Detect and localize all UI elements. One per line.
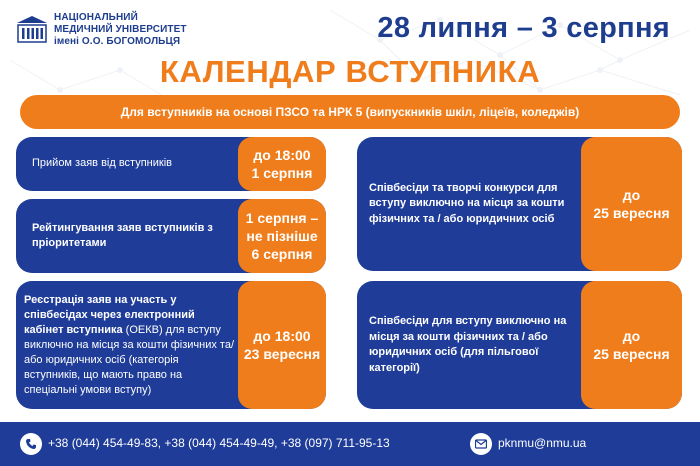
card-text: Співбесіди та творчі конкурси для вступу виключно на місця за кошти фізичних та / або юридичних осіб [369, 181, 565, 225]
logo-emblem-icon [16, 15, 48, 45]
mail-icon [470, 433, 492, 455]
email-link[interactable]: pknmu@nmu.ua [498, 436, 587, 450]
card-application-intake [16, 137, 326, 191]
university-logo [16, 12, 187, 48]
card-text: Співбесіди для вступу виключно на місця за кошти фізичних та / або юридичних осіб (для пільгової категорії) [369, 315, 567, 374]
card-deadline: до 25 вересня [581, 281, 682, 409]
card-interview-registration [16, 281, 326, 409]
contact-footer [0, 422, 700, 466]
card-text: Прийом заяв від вступників [32, 157, 172, 170]
card-deadline: до 18:00 23 вересня [238, 281, 326, 409]
card-deadline: до 18:00 1 серпня [238, 137, 326, 191]
logo-text [54, 12, 187, 48]
card-interviews-preferential [357, 281, 682, 409]
page-title: КАЛЕНДАР ВСТУПНИКА [159, 54, 541, 89]
card-deadline: до 25 вересня [581, 137, 682, 271]
phone-numbers-link[interactable]: +38 (044) 454-49-83, +38 (044) 454-49-49, +38 (097) 711-95-13 [48, 436, 390, 450]
card-interviews-contests [357, 137, 682, 271]
logo-line-2: МЕДИЧНИЙ УНІВЕРСИТЕТ [54, 24, 187, 35]
card-text: Реєстрація заяв на участь у співбесідах через електронний кабінет вступника (ОЕКВ) для вступу виключно на місця за кошти фізичних та/або юридичних осіб (категорія вступників, що мають право на спеціальні умови вступу) [24, 293, 235, 396]
audience-subtitle-bar: Для вступників на основі ПЗСО та НРК 5 (випускників шкіл, ліцеїв, коледжів) [20, 95, 680, 129]
period-dates: 28 липня – 3 серпня [377, 12, 670, 44]
card-ranking [16, 199, 326, 273]
phone-icon [20, 433, 42, 455]
card-deadline: 1 серпня – не пізніше 6 серпня [238, 199, 326, 273]
logo-line-1: НАЦІОНАЛЬНИЙ [54, 12, 138, 23]
logo-line-3: імені О.О. БОГОМОЛЬЦЯ [54, 36, 181, 47]
card-text: Рейтингування заяв вступників з пріоритетами [32, 221, 213, 249]
